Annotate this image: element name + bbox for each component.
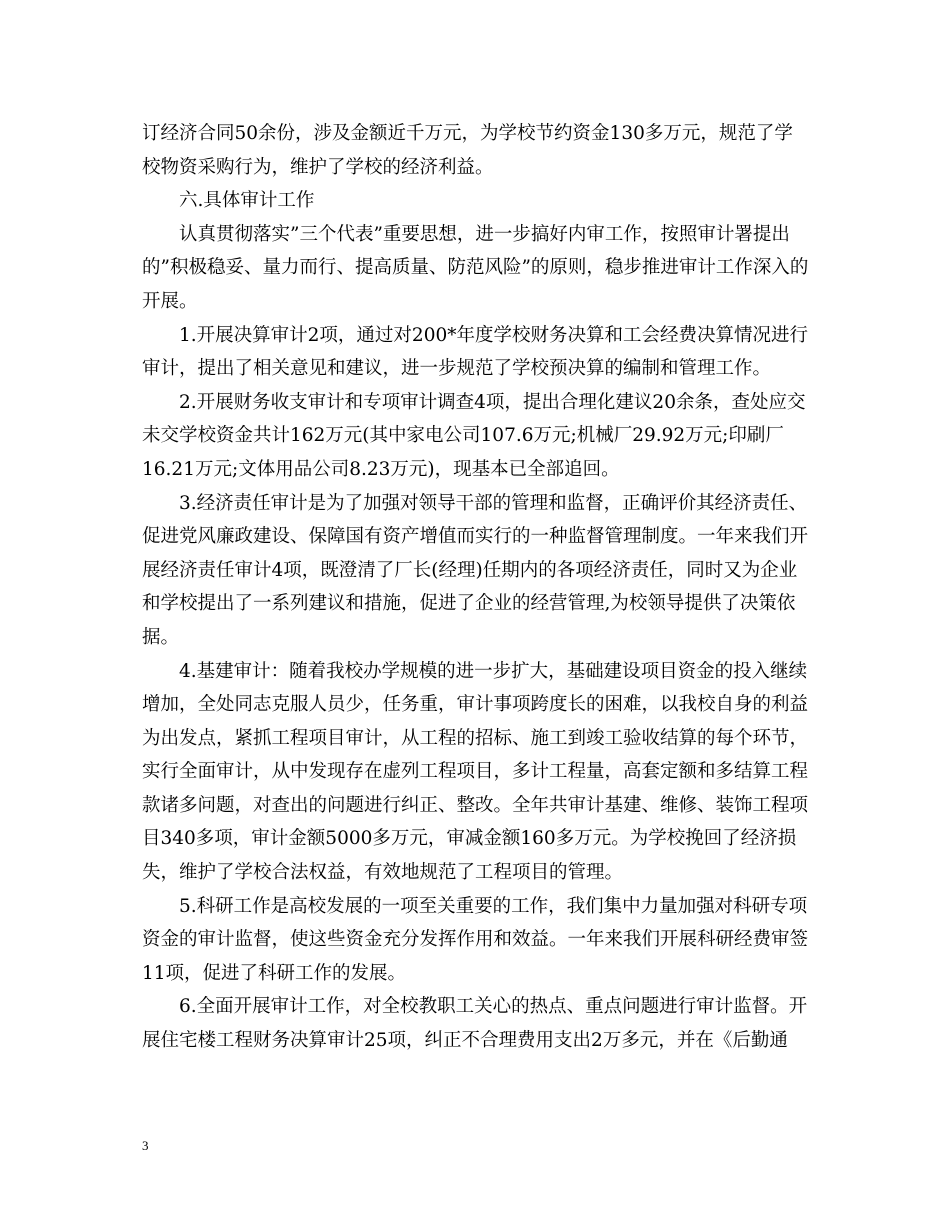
paragraph-1: 订经济合同50余份，涉及金额近千万元，为学校节约资金130多万元，规范了学校物资采购行为，维护了学校的经济利益。 — [142, 123, 793, 178]
paragraph-item-4: 4.基建审计：随着我校办学规模的进一步扩大，基础建设项目资金的投入继续增加，全处同志克服人员少，任务重，审计事项跨度长的困难，以我校自身的利益为出发点，紧抓工程项目审计，从工程的招标、施工到竣工验收结算的每个环节，实行全面审计，从中发现存在虚列工程项目，多计工程量，高套定额和多结算工程款诸多问题，对查出的问题进行纠正、整改。全年共审计基建、维修、装饰工程项目340多项，审计金额5000多万元，审减金额160多万元。为学校挽回了经济损失，维护了学校合法权益，有效地规范了工程项目的管理。 — [142, 660, 809, 884]
paragraph-item-2: 2.开展财务收支审计和专项审计调查4项，提出合理化建议20余条，查处应交未交学校资金共计162万元(其中家电公司107.6万元;机械厂29.92万元;印刷厂16.21万元;文体用品公司8.23万元)，现基本已全部追回。 — [142, 391, 806, 480]
page-number: 3 — [142, 1138, 149, 1153]
section-heading-6: 六.具体审计工作 — [179, 190, 315, 212]
paragraph-intro: 认真贯彻落实”三个代表”重要思想，进一步搞好内审工作，按照审计署提出的”积极稳妥、量力而行、提高质量、防范风险”的原则，稳步推进审计工作深入的开展。 — [142, 223, 809, 312]
paragraph-item-5: 5.科研工作是高校发展的一项至关重要的工作，我们集中力量加强对科研专项资金的审计监督，使这些资金充分发挥作用和效益。一年来我们开展科研经费审签11项，促进了科研工作的发展。 — [142, 895, 809, 984]
paragraph-item-1: 1.开展决算审计2项，通过对200*年度学校财务决算和工会经费决算情况进行审计，提出了相关意见和建议，进一步规范了学校预决算的编制和管理工作。 — [142, 324, 808, 380]
paragraph-item-3: 3.经济责任审计是为了加强对领导干部的管理和监督，正确评价其经济责任、促进党风廉政建设、保障国有资产增值而实行的一种监督管理制度。一年来我们开展经济责任审计4项，既澄清了厂长(经理)任期内的各项经济责任，同时又为企业和学校提出了一系列建议和措施，促进了企业的经营管理,为校领导提供了决策依据。 — [142, 492, 809, 648]
document-body — [142, 117, 810, 1058]
paragraph-item-6: 6.全面开展审计工作，对全校教职工关心的热点、重点问题进行审计监督。开展住宅楼工程财务决算审计25项，纠正不合理费用支出2万多元，并在《后勤通 — [142, 996, 808, 1052]
